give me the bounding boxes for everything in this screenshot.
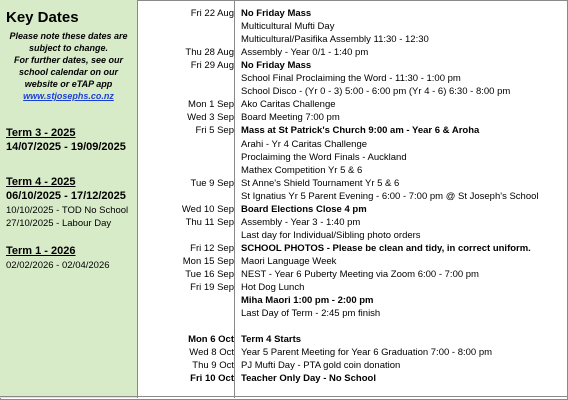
note-line-3: For further dates, see our [13,55,124,65]
event-description: Miha Maori 1:00 pm - 2:00 pm [241,295,374,307]
event-date: Fri 19 Sep [190,282,234,294]
event-date: Tue 16 Sep [185,269,234,280]
event-description: No Friday Mass [241,8,312,19]
event-date: Fri 10 Oct [190,373,234,385]
note-line-5: website or eTAP app [24,79,113,89]
event-date: Thu 11 Sep [185,216,234,228]
event-date: Wed 8 Oct [189,347,234,359]
event-description: Multicultural Mufti Day [241,21,335,33]
event-description: Maori Language Week [241,255,337,267]
event-description: School Disco - (Yr 0 - 3) 5:00 - 6:00 pm (Yr 4 - 6) 6:30 - 8:00 pm [241,86,511,98]
event-date: Thu 9 Oct [192,360,234,372]
event-description: Mathex Competition Yr 5 & 6 [241,164,363,176]
event-date: Mon 1 Sep [188,99,234,111]
event-description: Assembly - Year 0/1 - 1:40 pm [241,47,369,59]
event-description: St Anne's Shield Tournament Yr 5 & 6 [241,177,400,189]
key-dates-title: Key Dates [6,9,79,26]
term1-heading: Term 1 - 2026 [6,245,76,257]
event-description: SCHOOL PHOTOS - Please be clean and tidy, in correct uniform. [241,242,531,254]
term1-range: 02/02/2026 - 02/04/2026 [6,260,110,271]
event-description: School Final Proclaiming the Word - 11:30 - 1:00 pm [241,73,461,85]
event-description: No Friday Mass [241,60,312,72]
event-description: Hot Dog Lunch [241,282,305,294]
table-bottom-border [0,396,568,397]
event-description: Multicultural/Pasifika Assembly 11:30 - 12:30 [241,34,429,46]
event-description: Assembly - Year 3 - 1:40 pm [241,216,361,228]
event-date: Fri 22 Aug [190,8,234,19]
note-line-1: Please note these dates are [9,31,128,41]
event-description: NEST - Year 6 Puberty Meeting via Zoom 6:00 - 7:00 pm [241,269,479,280]
event-description: Board Elections Close 4 pm [241,203,367,215]
term4-range: 06/10/2025 - 17/12/2025 [6,190,126,202]
term4-heading: Term 4 - 2025 [6,176,76,188]
event-date: Fri 12 Sep [190,242,234,254]
term3-heading: Term 3 - 2025 [6,127,76,139]
school-website-link[interactable]: www.stjosephs.co.nz [23,91,114,101]
event-description: Teacher Only Day - No School [241,373,376,385]
event-description: Arahi - Yr 4 Caritas Challenge [241,138,368,150]
event-date: Mon 15 Sep [182,255,234,267]
event-description: Term 4 Starts [241,334,302,346]
event-description: Last day for Individual/Sibling photo orders [241,229,421,241]
event-date: Fri 5 Sep [195,125,234,137]
event-date: Mon 6 Oct [188,334,234,346]
event-date: Wed 3 Sep [187,112,234,124]
event-description: St Ignatius Yr 5 Parent Evening - 6:00 - 7:00 pm @ St Joseph's School [241,190,539,202]
event-description: Ako Caritas Challenge [241,99,336,111]
event-description: Last Day of Term - 2:45 pm finish [241,308,381,320]
note-line-2: subject to change. [28,43,108,53]
term4-note-labour-day: 27/10/2025 - Labour Day [6,218,112,229]
event-date: Tue 9 Sep [190,177,234,189]
term4-note-tod: 10/10/2025 - TOD No School [6,205,129,216]
term3-range: 14/07/2025 - 19/09/2025 [6,141,126,153]
event-description: Mass at St Patrick's Church 9:00 am - Year 6 & Aroha [241,125,480,137]
event-description: Board Meeting 7:00 pm [241,112,340,124]
event-date: Wed 10 Sep [181,203,234,215]
note-line-4: school calendar on our [18,67,119,77]
event-description: Year 5 Parent Meeting for Year 6 Graduation 7:00 - 8:00 pm [241,347,493,359]
event-description: PJ Mufti Day - PTA gold coin donation [241,360,401,372]
event-description: Proclaiming the Word Finals - Auckland [241,151,407,163]
event-date: Fri 29 Aug [190,60,234,72]
event-date: Thu 28 Aug [185,47,234,59]
